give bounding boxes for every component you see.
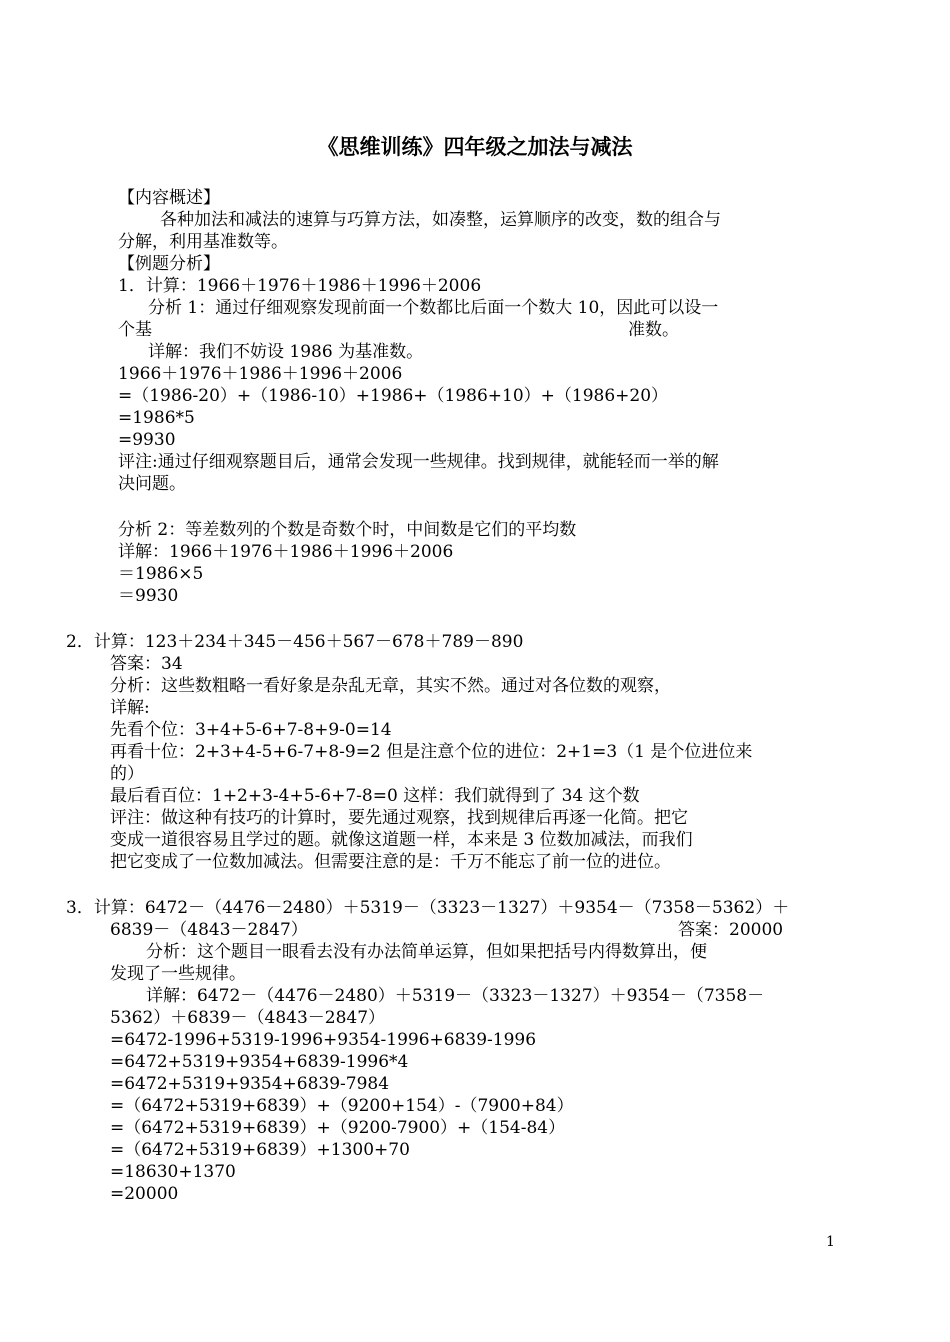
equation-line: ＝9930 xyxy=(118,586,179,606)
paragraph-line: 分解，利用基准数等。 xyxy=(118,232,288,252)
equation-line: 1966＋1976＋1986＋1996＋2006 xyxy=(118,364,403,384)
problem-1-statement: 1．计算：1966＋1976＋1986＋1996＋2006 xyxy=(118,276,482,296)
paragraph-line: 分析 2：等差数列的个数是奇数个时，中间数是它们的平均数 xyxy=(118,520,577,540)
paragraph-line: 详解：我们不妨设 1986 为基准数。 xyxy=(148,342,424,362)
equation-line: ＝1986×5 xyxy=(118,564,204,584)
paragraph-line: 决问题。 xyxy=(118,474,186,494)
paragraph-line: 发现了一些规律。 xyxy=(110,964,246,984)
document-title: 《思维训练》四年级之加法与减法 xyxy=(317,134,633,159)
paragraph-line: 把它变成了一位数加减法。但需要注意的是：千万不能忘了前一位的进位。 xyxy=(110,852,671,872)
page-number: 1 xyxy=(826,1234,835,1250)
equation-line: =20000 xyxy=(110,1184,179,1204)
paragraph-line: 的） xyxy=(110,764,144,784)
answer-line: 答案：34 xyxy=(110,654,183,674)
section-heading-overview: 【内容概述】 xyxy=(118,188,220,208)
equation-line: 6839－（4843－2847） xyxy=(110,920,308,940)
answer-line: 答案：20000 xyxy=(678,920,784,940)
equation-line: =6472+5319+9354+6839-7984 xyxy=(110,1074,390,1094)
paragraph-line: 评注：做这种有技巧的计算时，要先通过观察，找到规律后再逐一化简。把它 xyxy=(110,808,688,828)
equation-line: 先看个位：3+4+5-6+7-8+9-0=14 xyxy=(110,720,392,740)
paragraph-line: 评注:通过仔细观察题目后，通常会发现一些规律。找到规律，就能轻而一举的解 xyxy=(118,452,719,472)
problem-3-statement: 3．计算：6472－（4476－2480）＋5319－（3323－1327）＋9354－（7358－5362）＋ xyxy=(66,898,790,918)
section-heading-examples: 【例题分析】 xyxy=(118,254,220,274)
problem-2-statement: 2．计算：123＋234＋345－456＋567－678＋789－890 xyxy=(66,632,524,652)
equation-line: =（6472+5319+6839）+1300+70 xyxy=(110,1140,410,1160)
paragraph-line: 分析：这些数粗略一看好象是杂乱无章，其实不然。通过对各位数的观察， xyxy=(110,676,671,696)
paragraph-line: 最后看百位：1+2+3-4+5-6+7-8=0 这样：我们就得到了 34 这个数 xyxy=(110,786,640,806)
equation-line: =6472-1996+5319-1996+9354-1996+6839-1996 xyxy=(110,1030,537,1050)
equation-line: 详解：6472－（4476－2480）＋5319－（3323－1327）＋9354－（7358－ xyxy=(146,986,765,1006)
paragraph-line: 变成一道很容易且学过的题。就像这道题一样，本来是 3 位数加减法，而我们 xyxy=(110,830,693,850)
paragraph-line: 再看十位：2+3+4-5+6-7+8-9=2 但是注意个位的进位：2+1=3（1 是个位进位来 xyxy=(110,742,753,762)
equation-line: =1986*5 xyxy=(118,408,195,428)
paragraph-line: 准数。 xyxy=(628,320,679,340)
equation-line: =（6472+5319+6839）+（9200-7900）+（154-84） xyxy=(110,1118,566,1138)
equation-line: =6472+5319+9354+6839-1996*4 xyxy=(110,1052,409,1072)
equation-line: 详解：1966＋1976＋1986＋1996＋2006 xyxy=(118,542,454,562)
equation-line: =9930 xyxy=(118,430,176,450)
paragraph-line: 详解: xyxy=(110,698,150,718)
paragraph-line: 分析：这个题目一眼看去没有办法简单运算，但如果把括号内得数算出，便 xyxy=(146,942,707,962)
paragraph-line: 各种加法和减法的速算与巧算方法，如凑整，运算顺序的改变，数的组合与 xyxy=(160,210,721,230)
equation-line: 5362）＋6839－（4843－2847） xyxy=(110,1008,386,1028)
equation-line: =18630+1370 xyxy=(110,1162,236,1182)
equation-line: =（6472+5319+6839）+（9200+154）-（7900+84） xyxy=(110,1096,574,1116)
paragraph-line: 个基 xyxy=(118,320,152,340)
paragraph-line: 分析 1：通过仔细观察发现前面一个数都比后面一个数大 10，因此可以设一 xyxy=(148,298,719,318)
equation-line: =（1986-20）+（1986-10）+1986+（1986+10）+（1986+20） xyxy=(118,386,669,406)
